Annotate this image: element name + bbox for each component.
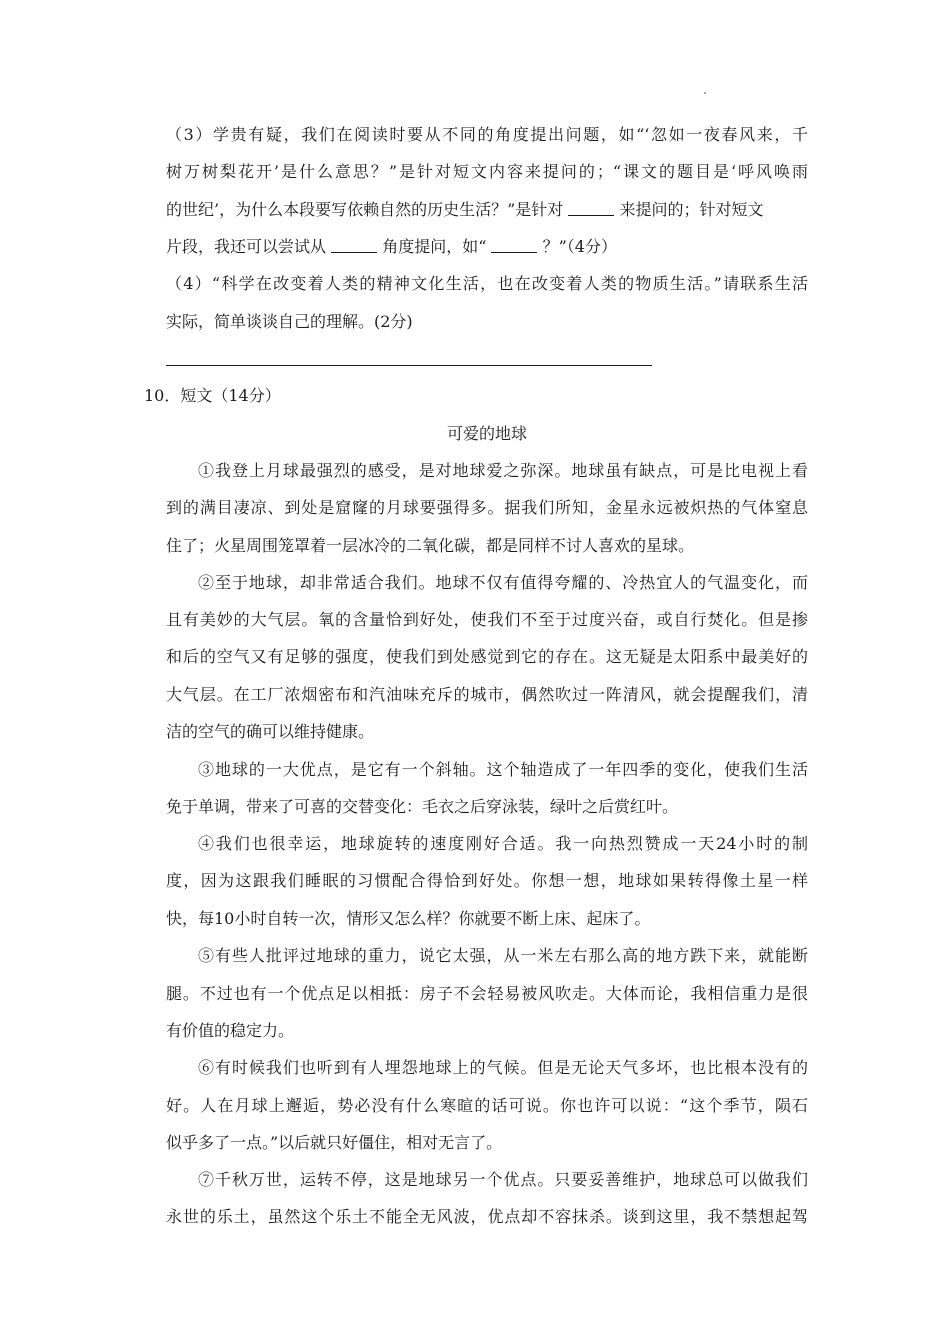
passage-title: 可爱的地球	[446, 424, 527, 443]
q3-blank-2[interactable]	[331, 238, 377, 253]
q4-line-2: 实际，简单谈谈自己的理解。(2分)	[166, 312, 413, 331]
q4-line-1: （4）“科学在改变着人类的精神文化生活，也在改变着人类的物质生活。”请联系生活	[166, 274, 808, 293]
q3-line-4	[166, 237, 808, 257]
passage-line: ⑦千秋万世，运转不停，这是地球另一个优点。只要妥善维护，地球总可以做我们	[198, 1170, 808, 1189]
passage-line: 和后的空气又有足够的强度，使我们到处感觉到它的存在。这无疑是太阳系中最美好的	[166, 647, 808, 666]
q3-line-3	[166, 200, 808, 220]
scan-speck	[704, 92, 706, 94]
passage-line: 永世的乐土，虽然这个乐土不能全无风波，优点却不容抹杀。谈到这里，我不禁想起驾	[166, 1207, 808, 1226]
q3-blank-1[interactable]	[568, 201, 614, 216]
passage-line: 腿。不过也有一个优点足以相抵：房子不会轻易被风吹走。大体而论，我相信重力是很	[166, 984, 808, 1003]
q3-line-3-text-a: 的世纪’，为什么本段要写依赖自然的历史生活？”是针对	[166, 200, 564, 219]
passage-line: 似乎多了一点。”以后就只好僵住，相对无言了。	[166, 1133, 503, 1152]
passage-line: 到的满目凄凉、到处是窟窿的月球要强得多。据我们所知，金星永远被炽热的气体窒息	[166, 498, 808, 517]
q4-answer-line[interactable]	[166, 365, 652, 366]
q3-line-2: 树万树梨花开’是什么意思？”是针对短文内容来提问的；“课文的题目是‘呼风唤雨	[166, 162, 808, 181]
passage-line: ④我们也很幸运，地球旋转的速度刚好合适。我一向热烈赞成一天24小时的制	[198, 834, 808, 853]
passage-line: ⑤有些人批评过地球的重力，说它太强，从一米左右那么高的地方跌下来，就能断	[198, 946, 808, 965]
passage-line: ⑥有时候我们也听到有人埋怨地球上的气候。但是无论天气多坏，也比根本没有的	[198, 1058, 808, 1077]
q3-line-4-text-a: 片段，我还可以尝试从	[166, 237, 327, 256]
passage-line: ②至于地球，却非常适合我们。地球不仅有值得夸耀的、冷热宜人的气温变化，而	[198, 573, 808, 592]
passage-line: 大气层。在工厂浓烟密布和汽油味充斥的城市，偶然吹过一阵清风，就会提醒我们，清	[166, 685, 808, 704]
passage-line: 免于单调，带来了可喜的交替变化：毛衣之后穿泳装，绿叶之后赏红叶。	[166, 797, 679, 816]
q3-blank-3[interactable]	[491, 238, 537, 253]
q3-line-3-text-b: 来提问的；针对短文	[619, 200, 764, 219]
q10-header: 10．短文（14分）	[144, 386, 281, 405]
passage-line: 度，因为这跟我们睡眠的习惯配合得恰到好处。你想一想，地球如果转得像土星一样	[166, 871, 808, 890]
q3-line-4-text-c: ？”（4分）	[542, 237, 617, 256]
passage-line: 住了；火星周围笼罩着一层冰冷的二氧化碳，都是同样不讨人喜欢的星球。	[166, 536, 695, 555]
passage-line: ①我登上月球最强烈的感受，是对地球爱之弥深。地球虽有缺点，可是比电视上看	[198, 461, 808, 480]
passage-line: 有价值的稳定力。	[166, 1021, 295, 1040]
q3-line-4-text-b: 角度提问，如“	[382, 237, 487, 256]
passage-line: ③地球的一大优点，是它有一个斜轴。这个轴造成了一年四季的变化，使我们生活	[198, 760, 808, 779]
passage-line: 快，每10小时自转一次，情形又怎么样？你就要不断上床、起床了。	[166, 909, 651, 928]
q3-line-1: （3）学贵有疑，我们在阅读时要从不同的角度提出问题，如“‘忽如一夜春风来，千	[166, 125, 808, 144]
passage-line: 好。人在月球上邂逅，势必没有什么寒暄的话可说。你也许可以说：“这个季节，陨石	[166, 1096, 808, 1115]
passage-line: 且有美妙的大气层。氧的含量恰到好处，使我们不至于过度兴奋，或自行焚化。但是掺	[166, 610, 808, 629]
passage-line: 洁的空气的确可以维持健康。	[166, 722, 375, 741]
